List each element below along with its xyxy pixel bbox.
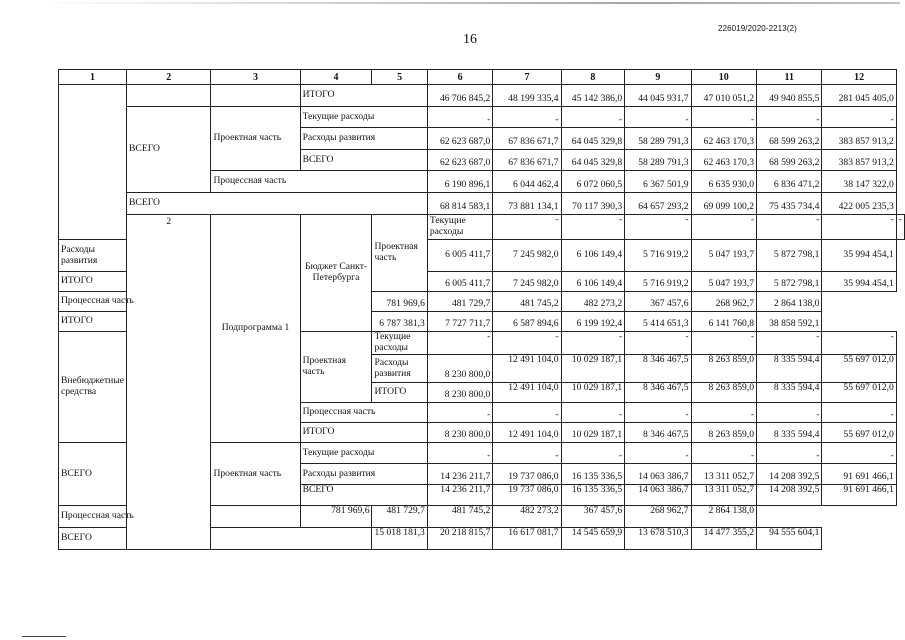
value-cell: 62 463 170,3 [691, 150, 756, 171]
row-label: Текущие расходы [300, 107, 427, 128]
value-cell: 35 994 454,1 [822, 272, 896, 292]
empty-cell [127, 85, 211, 107]
col-header: 3 [211, 70, 300, 85]
value-cell: 8 335 594,4 [757, 355, 822, 383]
value-cell: - [691, 215, 756, 240]
row-label: ИТОГО [300, 85, 427, 107]
value-cell: - [691, 107, 756, 128]
col-header: 5 [372, 70, 427, 85]
value-cell: 8 263 859,0 [691, 355, 756, 383]
value-cell: - [691, 443, 756, 464]
value-cell: - [757, 443, 822, 464]
value-cell: 10 029 187,1 [561, 383, 625, 403]
header-row [59, 70, 905, 85]
value-cell: 5 047 193,7 [691, 272, 756, 292]
value-cell: 8 263 859,0 [691, 383, 756, 403]
section-label-total: ВСЕГО [59, 443, 127, 506]
col-header: 12 [822, 70, 896, 85]
value-cell: 5 716 919,2 [625, 240, 691, 272]
row-label: ВСЕГО [127, 193, 428, 215]
col-header: 4 [300, 70, 372, 85]
value-cell: 45 142 386,0 [561, 85, 625, 107]
value-cell: 6 635 930,0 [691, 171, 756, 193]
subprogram-label: Подпрограмма 1 [211, 215, 300, 443]
value-cell: 19 737 086,0 [493, 464, 561, 485]
value-cell: 55 697 012,0 [822, 355, 896, 383]
value-cell: 6 005 411,7 [427, 240, 492, 272]
table-row [59, 312, 905, 332]
value-cell: 5 047 193,7 [691, 240, 756, 272]
table-row [59, 193, 905, 215]
table-row [59, 292, 905, 312]
value-cell: 8 346 467,5 [625, 423, 691, 443]
value-cell: 6 141 760,8 [691, 312, 756, 332]
value-cell: 367 457,6 [561, 506, 625, 528]
row-label: Процессная часть [59, 292, 211, 312]
value-cell: 14 208 392,5 [757, 464, 822, 485]
value-cell: 8 346 467,5 [625, 383, 691, 403]
value-cell: 15 018 181,3 [372, 528, 427, 550]
value-cell: 7 727 711,7 [427, 312, 492, 332]
value-cell: 67 836 671,7 [493, 150, 561, 171]
value-cell: 6 587 894,6 [493, 312, 561, 332]
value-cell: 6 836 471,2 [757, 171, 822, 193]
value-cell: 35 994 454,1 [822, 240, 896, 272]
value-cell: 5 872 798,1 [757, 240, 822, 272]
value-cell: 62 463 170,3 [691, 128, 756, 150]
budget-table [58, 69, 905, 550]
row-label: Текущие расходы [427, 215, 492, 240]
value-cell: - [757, 107, 822, 128]
row-label: Процессная часть [300, 403, 427, 423]
row-label: Расходы развития [372, 355, 427, 383]
value-cell: - [561, 443, 625, 464]
row-label: Текущие расходы [300, 443, 427, 464]
value-cell: 55 697 012,0 [822, 423, 896, 443]
value-cell: 6 190 896,1 [427, 171, 492, 193]
table-row [59, 85, 905, 107]
value-cell: 14 063 386,7 [625, 485, 691, 506]
value-cell: - [896, 215, 904, 240]
row-label: ВСЕГО [300, 150, 427, 171]
value-cell: - [493, 403, 561, 423]
row-label: ИТОГО [300, 423, 427, 443]
value-cell: 12 491 104,0 [493, 423, 561, 443]
value-cell: 6 367 501,9 [625, 171, 691, 193]
value-cell: 20 218 815,7 [427, 528, 492, 550]
value-cell: - [822, 403, 896, 423]
value-cell: 6 787 381,3 [372, 312, 427, 332]
value-cell: 482 273,2 [493, 506, 561, 528]
value-cell: 68 814 583,1 [427, 193, 492, 215]
col-header: 8 [561, 70, 625, 85]
value-cell: 58 289 791,3 [625, 128, 691, 150]
value-cell: 70 117 390,3 [561, 193, 625, 215]
row-label: Процессная часть [59, 506, 301, 528]
value-cell: 422 005 235,3 [822, 193, 896, 215]
value-cell: - [625, 332, 691, 355]
scan-bottom-mark [22, 636, 66, 637]
value-cell: 5 716 919,2 [625, 272, 691, 292]
value-cell: 91 691 466,1 [822, 464, 896, 485]
value-cell: - [561, 107, 625, 128]
value-cell: 383 857 913,2 [822, 150, 896, 171]
col-header: 9 [625, 70, 691, 85]
value-cell: - [822, 215, 896, 240]
value-cell: 6 106 149,4 [561, 272, 625, 292]
row-label: ИТОГО [372, 383, 427, 403]
table-row [59, 215, 905, 240]
project-part-label: Проектная часть [300, 332, 372, 403]
col-header: 7 [493, 70, 561, 85]
value-cell: - [691, 403, 756, 423]
project-part-label: Проектная часть [372, 215, 427, 292]
project-part-label: Проектная часть [211, 443, 300, 506]
table-row [59, 506, 905, 528]
value-cell: - [493, 107, 561, 128]
document-number: 226019/2020-2213(2) [718, 24, 797, 33]
value-cell: 10 029 187,1 [561, 355, 625, 383]
extrabudget-label: Внебюджетные средства [59, 332, 127, 443]
value-cell: 2 864 138,0 [691, 506, 756, 528]
value-cell: 16 135 336,5 [561, 485, 625, 506]
row-label: ВСЕГО [300, 485, 427, 506]
value-cell: 68 599 263,2 [757, 150, 822, 171]
value-cell: 8 335 594,4 [757, 423, 822, 443]
value-cell: - [691, 332, 756, 355]
value-cell: 64 657 293,2 [625, 193, 691, 215]
value-cell: 10 029 187,1 [561, 423, 625, 443]
row-label: Процессная часть [211, 171, 427, 193]
row-number: 2 [127, 215, 211, 550]
value-cell: 62 623 687,0 [427, 128, 492, 150]
value-cell: 44 045 931,7 [625, 85, 691, 107]
value-cell: 268 962,7 [691, 292, 756, 312]
page-number: 16 [463, 32, 477, 47]
value-cell: 8 230 800,0 [427, 383, 492, 403]
value-cell: 367 457,6 [625, 292, 691, 312]
project-part-label: Проектная часть [211, 107, 300, 171]
value-cell: - [493, 332, 561, 355]
value-cell: 482 273,2 [561, 292, 625, 312]
value-cell: 75 435 734,4 [757, 193, 822, 215]
value-cell: 64 045 329,8 [561, 128, 625, 150]
value-cell: - [427, 332, 492, 355]
value-cell: 14 208 392,5 [757, 485, 822, 506]
value-cell: 58 289 791,3 [625, 150, 691, 171]
row-label: Расходы развития [300, 128, 427, 150]
value-cell: 481 745,2 [427, 506, 492, 528]
value-cell: 13 311 052,7 [691, 485, 756, 506]
value-cell: 12 491 104,0 [493, 355, 561, 383]
value-cell: - [493, 443, 561, 464]
value-cell: - [625, 107, 691, 128]
value-cell: - [757, 403, 822, 423]
value-cell: - [493, 215, 561, 240]
value-cell: 48 199 335,4 [493, 85, 561, 107]
value-cell: 481 729,7 [372, 506, 427, 528]
value-cell: 781 969,6 [372, 292, 427, 312]
value-cell: 38 147 322,0 [822, 171, 896, 193]
value-cell: 5 414 651,3 [625, 312, 691, 332]
value-cell: 62 623 687,0 [427, 150, 492, 171]
col-header: 1 [59, 70, 127, 85]
empty-cell [211, 85, 300, 107]
value-cell: 481 729,7 [427, 292, 492, 312]
col-header: 2 [127, 70, 211, 85]
value-cell: 13 678 510,3 [625, 528, 691, 550]
col-header: 10 [691, 70, 756, 85]
value-cell: 268 962,7 [625, 506, 691, 528]
value-cell: 14 545 659,9 [561, 528, 625, 550]
value-cell: - [757, 332, 822, 355]
value-cell: 14 236 211,7 [427, 485, 492, 506]
value-cell: 46 706 845,2 [427, 85, 492, 107]
value-cell: - [757, 215, 822, 240]
value-cell: 68 599 263,2 [757, 128, 822, 150]
value-cell: - [822, 107, 896, 128]
value-cell: 91 691 466,1 [822, 485, 896, 506]
value-cell: - [561, 215, 625, 240]
budget-spb-label: Бюджет Санкт-Петербурга [300, 215, 372, 332]
value-cell: 12 491 104,0 [493, 383, 561, 403]
row-label: Расходы развития [59, 240, 127, 272]
value-cell: - [822, 332, 896, 355]
value-cell: 6 044 462,4 [493, 171, 561, 193]
row-label: ИТОГО [59, 272, 127, 292]
col-header: 6 [427, 70, 492, 85]
value-cell: - [427, 443, 492, 464]
value-cell: 14 477 355,2 [691, 528, 756, 550]
value-cell: 13 311 052,7 [691, 464, 756, 485]
value-cell: 481 745,2 [493, 292, 561, 312]
row-label: Расходы развития [300, 464, 427, 485]
value-cell: 16 617 081,7 [493, 528, 561, 550]
value-cell: 94 555 604,1 [757, 528, 822, 550]
value-cell: - [427, 107, 492, 128]
value-cell: - [561, 332, 625, 355]
value-cell: 49 940 855,5 [757, 85, 822, 107]
value-cell: - [822, 443, 896, 464]
row-number-cell [59, 85, 127, 240]
value-cell: 7 245 982,0 [493, 240, 561, 272]
value-cell: 47 010 051,2 [691, 85, 756, 107]
value-cell: 69 099 100,2 [691, 193, 756, 215]
value-cell: 8 335 594,4 [757, 383, 822, 403]
value-cell: 19 737 086,0 [493, 485, 561, 506]
table-row [59, 107, 905, 128]
value-cell: 8 230 800,0 [427, 423, 492, 443]
value-cell: 6 072 060,5 [561, 171, 625, 193]
value-cell: 281 045 405,0 [822, 85, 896, 107]
row-label: Текущие расходы [372, 332, 427, 355]
value-cell: 55 697 012,0 [822, 383, 896, 403]
value-cell: 6 106 149,4 [561, 240, 625, 272]
value-cell: 7 245 982,0 [493, 272, 561, 292]
value-cell: 2 864 138,0 [757, 292, 822, 312]
scan-top-edge [40, 2, 900, 4]
value-cell: 38 858 592,1 [757, 312, 822, 332]
value-cell: 8 230 800,0 [427, 355, 492, 383]
row-label: ВСЕГО [59, 528, 372, 550]
value-cell: 6 199 192,4 [561, 312, 625, 332]
value-cell: 383 857 913,2 [822, 128, 896, 150]
col-header: 11 [757, 70, 822, 85]
value-cell: 73 881 134,1 [493, 193, 561, 215]
value-cell: - [561, 403, 625, 423]
value-cell: 6 005 411,7 [427, 272, 492, 292]
row-label: ИТОГО [59, 312, 211, 332]
value-cell: 5 872 798,1 [757, 272, 822, 292]
value-cell: 781 969,6 [300, 506, 372, 528]
value-cell: 16 135 336,5 [561, 464, 625, 485]
table-row [59, 528, 905, 550]
value-cell: - [625, 215, 691, 240]
value-cell: - [625, 403, 691, 423]
value-cell: - [625, 443, 691, 464]
value-cell: 64 045 329,8 [561, 150, 625, 171]
value-cell: 8 263 859,0 [691, 423, 756, 443]
value-cell: 67 836 671,7 [493, 128, 561, 150]
value-cell: 14 063 386,7 [625, 464, 691, 485]
value-cell: 8 346 467,5 [625, 355, 691, 383]
value-cell: - [427, 403, 492, 423]
value-cell: 14 236 211,7 [427, 464, 492, 485]
section-label-total: ВСЕГО [127, 107, 211, 193]
